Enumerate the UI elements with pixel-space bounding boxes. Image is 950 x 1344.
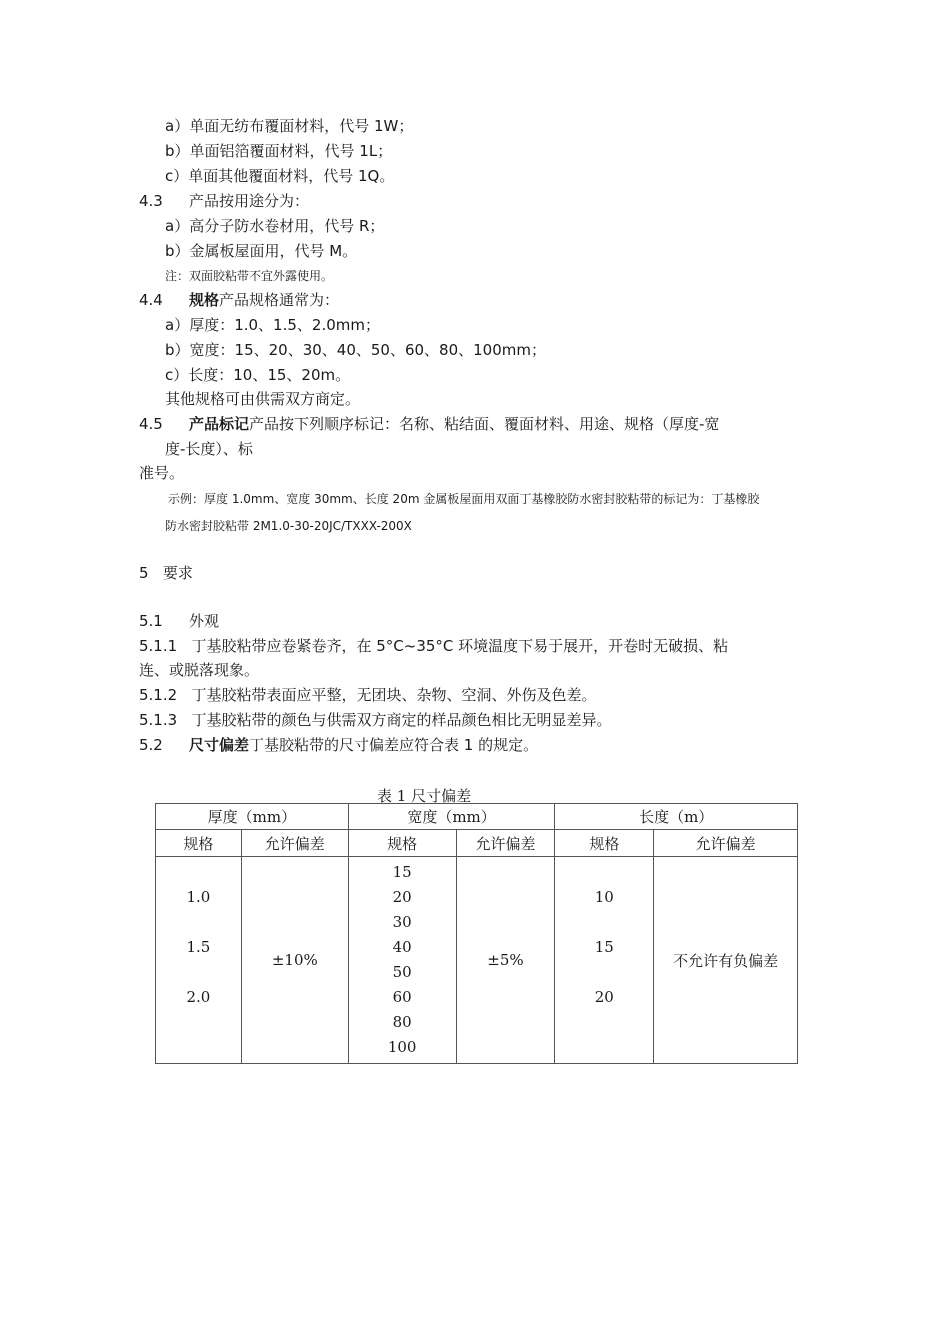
section-4-5 <box>139 414 719 434</box>
section-5-1-1: 5.1.1 丁基胶粘带应卷紧卷齐，在 5°C~35°C 环境温度下易于展开，开卷时无破损、粘 <box>139 637 729 655</box>
section-4-5-cont: 度-长度）、标 <box>165 440 253 458</box>
other-specs: 其他规格可由供需双方商定。 <box>165 390 361 408</box>
length-tolerance: 不允许有负偏差 <box>673 951 779 970</box>
section-number: 4.5 <box>139 415 163 433</box>
width-tolerance: ±5% <box>487 951 524 969</box>
section-5-1-1-cont: 连、或脱落现象。 <box>139 661 260 679</box>
section-text: 产品按用途分为： <box>189 192 310 210</box>
length-tolerance-cell <box>654 857 798 1064</box>
section-4-3 <box>139 191 309 211</box>
sub-header-spec: 规格 <box>156 830 242 857</box>
item-a-nonwoven: a）单面无纺布覆面材料，代号 1W； <box>165 117 414 135</box>
section-heading: 产品标记 <box>189 415 250 433</box>
section-number: 5.2 <box>139 736 163 754</box>
section-number: 4.4 <box>139 291 163 309</box>
width-value: 80 <box>392 1013 412 1031</box>
note: 注：双面胶粘带不宜外露使用。 <box>165 269 334 283</box>
section-text: 外观 <box>189 612 220 630</box>
group-header-length: 长度（m） <box>555 804 798 830</box>
item-b-width: b）宽度：15、20、30、40、50、60、80、100mm； <box>165 341 546 359</box>
length-value: 15 <box>594 938 614 956</box>
item-a-polymer: a）高分子防水卷材用，代号 R； <box>165 217 385 235</box>
width-tolerance-cell <box>456 857 555 1064</box>
thickness-tolerance: ±10% <box>271 951 318 969</box>
group-header-width: 宽度（mm） <box>348 804 555 830</box>
item-a-thickness: a）厚度：1.0、1.5、2.0mm； <box>165 316 380 334</box>
sub-header-tolerance: 允许偏差 <box>654 830 798 857</box>
table-group-header-row <box>156 804 798 830</box>
thickness-tolerance-cell <box>241 857 348 1064</box>
section-heading: 规格 <box>189 291 220 309</box>
example-line-1: 示例：厚度 1.0mm、宽度 30mm、长度 20m 金属板屋面用双面丁基橡胶防水密封胶粘带的标记为：丁基橡胶 <box>168 492 760 506</box>
width-value: 30 <box>392 913 412 931</box>
thickness-specs-cell <box>156 857 242 1064</box>
width-value: 40 <box>392 938 412 956</box>
section-heading: 尺寸偏差 <box>189 736 250 754</box>
sub-header-spec: 规格 <box>555 830 654 857</box>
table-sub-header-row <box>156 830 798 857</box>
width-value: 60 <box>392 988 412 1006</box>
section-number: 5.1 <box>139 612 163 630</box>
section-5-1 <box>139 611 219 631</box>
sub-header-tolerance: 允许偏差 <box>241 830 348 857</box>
width-value: 15 <box>392 863 412 881</box>
section-number: 4.3 <box>139 192 163 210</box>
section-4-4 <box>139 290 339 310</box>
width-value: 50 <box>392 963 412 981</box>
section-5-1-2: 5.1.2 丁基胶粘带表面应平整，无团块、杂物、空洞、外伤及色差。 <box>139 686 597 704</box>
section-5-1-3: 5.1.3 丁基胶粘带的颜色与供需双方商定的样品颜色相比无明显差异。 <box>139 711 612 729</box>
width-value: 100 <box>387 1038 417 1056</box>
dimension-tolerance-table <box>155 803 798 1064</box>
section-4-5-cont2: 准号。 <box>139 464 185 482</box>
section-5-heading: 5 要求 <box>139 564 193 582</box>
thickness-value: 2.0 <box>186 988 211 1006</box>
table-caption: 表 1 尺寸偏差 <box>377 787 472 805</box>
group-header-thickness: 厚度（mm） <box>156 804 349 830</box>
thickness-value: 1.0 <box>186 888 211 906</box>
item-b-foil: b）单面铝箔覆面材料，代号 1L； <box>165 142 393 160</box>
sub-header-spec: 规格 <box>348 830 456 857</box>
table-row <box>156 857 798 1064</box>
width-value: 20 <box>392 888 412 906</box>
example-line-2: 防水密封胶粘带 2M1.0-30-20JC/TXXX-200X <box>165 519 412 533</box>
item-b-metal-roof: b）金属板屋面用，代号 M。 <box>165 242 358 260</box>
thickness-value: 1.5 <box>186 938 211 956</box>
section-text: 产品按下列顺序标记：名称、粘结面、覆面材料、用途、规格（厚度-宽 <box>249 415 720 433</box>
section-text: 产品规格通常为： <box>219 291 340 309</box>
length-value: 20 <box>594 988 614 1006</box>
length-value: 10 <box>594 888 614 906</box>
item-c-other: c）单面其他覆面材料，代号 1Q。 <box>165 167 395 185</box>
item-c-length: c）长度：10、15、20m。 <box>165 366 351 384</box>
sub-header-tolerance: 允许偏差 <box>456 830 555 857</box>
section-text: 丁基胶粘带的尺寸偏差应符合表 1 的规定。 <box>249 736 539 754</box>
length-specs-cell <box>555 857 654 1064</box>
section-5-2 <box>139 735 538 755</box>
width-specs-cell <box>348 857 456 1064</box>
